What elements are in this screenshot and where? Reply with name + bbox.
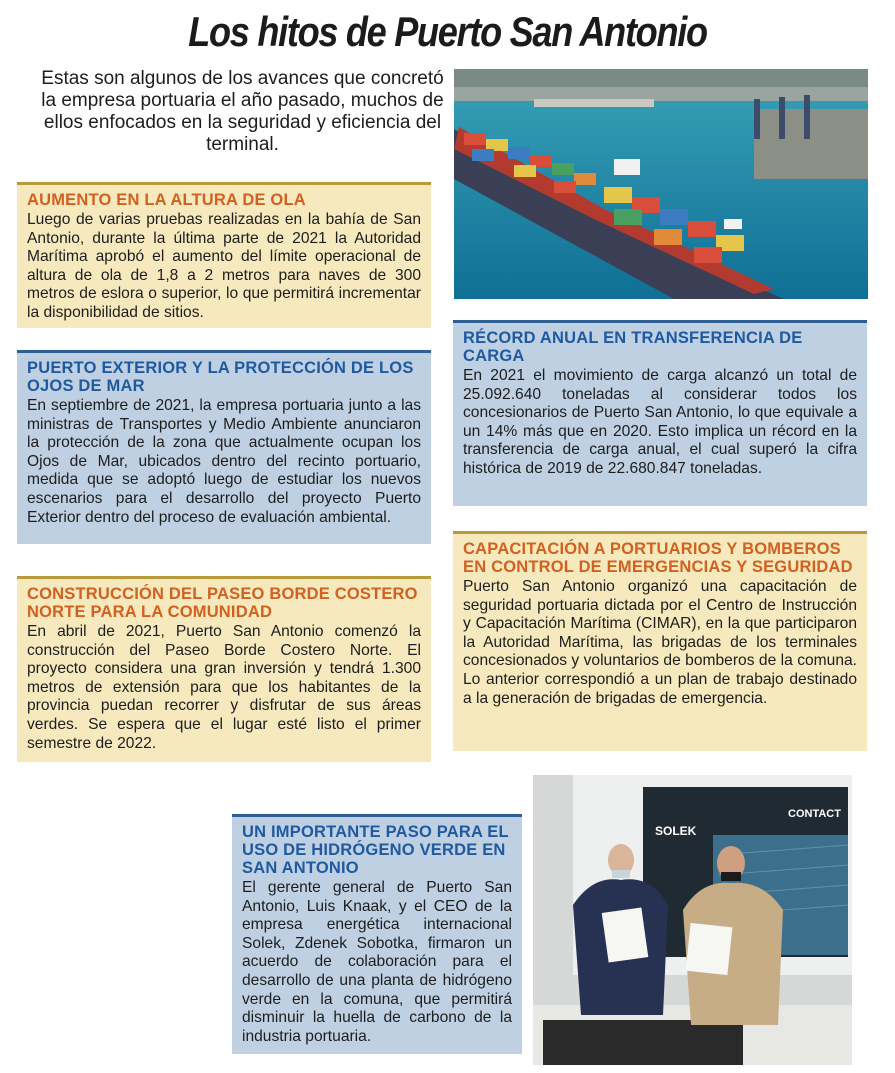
- section-body: En 2021 el movimiento de carga alcanzó un total de 25.092.640 toneladas al considerar todos los concesionarios de Puerto San Antonio, lo que equivale a un 14% más que en 2020. Esto implica un récord en la transferencia de carga anual, el cual superó la cifra histórica de 2019 de 22.680.847 toneladas.: [463, 367, 857, 477]
- section-heading: AUMENTO EN LA ALTURA DE OLA: [27, 191, 306, 209]
- signing-photo: [533, 775, 852, 1065]
- intro-text: Estas son algunos de los avances que concretó la empresa portuaria el año pasado, muchos de ellos enfocados en la seguridad y eficiencia del terminal.: [41, 68, 444, 155]
- section-heading: CONSTRUCCIÓN DEL PASEO BORDE COSTERO NORTE PARA LA COMUNIDAD: [27, 585, 418, 621]
- section-body: Luego de varias pruebas realizadas en la bahía de San Antonio, durante la última parte de 2021 la Autoridad Marítima aprobó el aumento del límite operacional de altura de ola de 1,8 a 2 metros para naves de 300 metros de eslora o superior, lo que permitirá incrementar la disponibilidad de sitios.: [27, 211, 421, 321]
- section-heading: RÉCORD ANUAL EN TRANSFERENCIA DE CARGA: [463, 329, 803, 365]
- section-puerto-exterior: [17, 350, 431, 544]
- section-body: En abril de 2021, Puerto San Antonio comenzó la construcción del Paseo Borde Costero Norte. El proyecto considera una gran inversión y tendrá 1.300 metros de extensión para que los habitantes de la provincia puedan recorrer y disfrutar de sus áreas verdes. Se espera que el lugar esté listo el primer semestre de 2022.: [27, 623, 421, 752]
- page-title: Los hitos de Puerto San Antonio: [188, 8, 707, 55]
- section-paseo-borde-costero: [17, 576, 431, 762]
- section-body: Puerto San Antonio organizó una capacitación de seguridad portuaria dictada por el Centro de Instrucción y Capacitación Marítima (CIMAR), en la que participaron la Autoridad Marítima, las brigadas de los terminales concesionados y voluntarios de bomberos de la comuna. Lo anterior correspondió a un plan de trabajo destinado a la generación de brigadas de emergencia.: [463, 578, 857, 707]
- section-heading: UN IMPORTANTE PASO PARA EL USO DE HIDRÓGENO VERDE EN SAN ANTONIO: [242, 823, 509, 877]
- screen-title: CONTACT: [788, 808, 841, 820]
- section-capacitacion: [453, 531, 867, 751]
- section-heading: CAPACITACIÓN A PORTUARIOS Y BOMBEROS EN CONTROL DE EMERGENCIAS Y SEGURIDAD: [463, 540, 853, 576]
- section-body: En septiembre de 2021, la empresa portuaria junto a las ministras de Transportes y Medio Ambiente anunciaron la protección de la zona que actualmente ocupan los Ojos de Mar, ubicados dentro del recinto portuario, medida que se adoptó luego de estudiar los nuevos escenarios para el desarrollo del proyecto Puerto Exterior dentro del proceso de evaluación ambiental.: [27, 397, 421, 526]
- section-body: El gerente general de Puerto San Antonio, Luis Knaak, y el CEO de la empresa energética internacional Solek, Zdenek Sobotka, firmaron un acuerdo de colaboración para el desarrollo de una planta de hidrógeno verde en la comuna, que permitirá disminuir la huella de carbono de la industria portuaria.: [242, 879, 512, 1045]
- port-photo: [454, 69, 868, 299]
- section-aumento-ola: [17, 182, 431, 328]
- section-hidrogeno-verde: [232, 814, 522, 1054]
- screen-brand: SOLEK: [655, 824, 697, 838]
- section-record-carga: [453, 320, 867, 506]
- section-heading: PUERTO EXTERIOR Y LA PROTECCIÓN DE LOS OJOS DE MAR: [27, 359, 414, 395]
